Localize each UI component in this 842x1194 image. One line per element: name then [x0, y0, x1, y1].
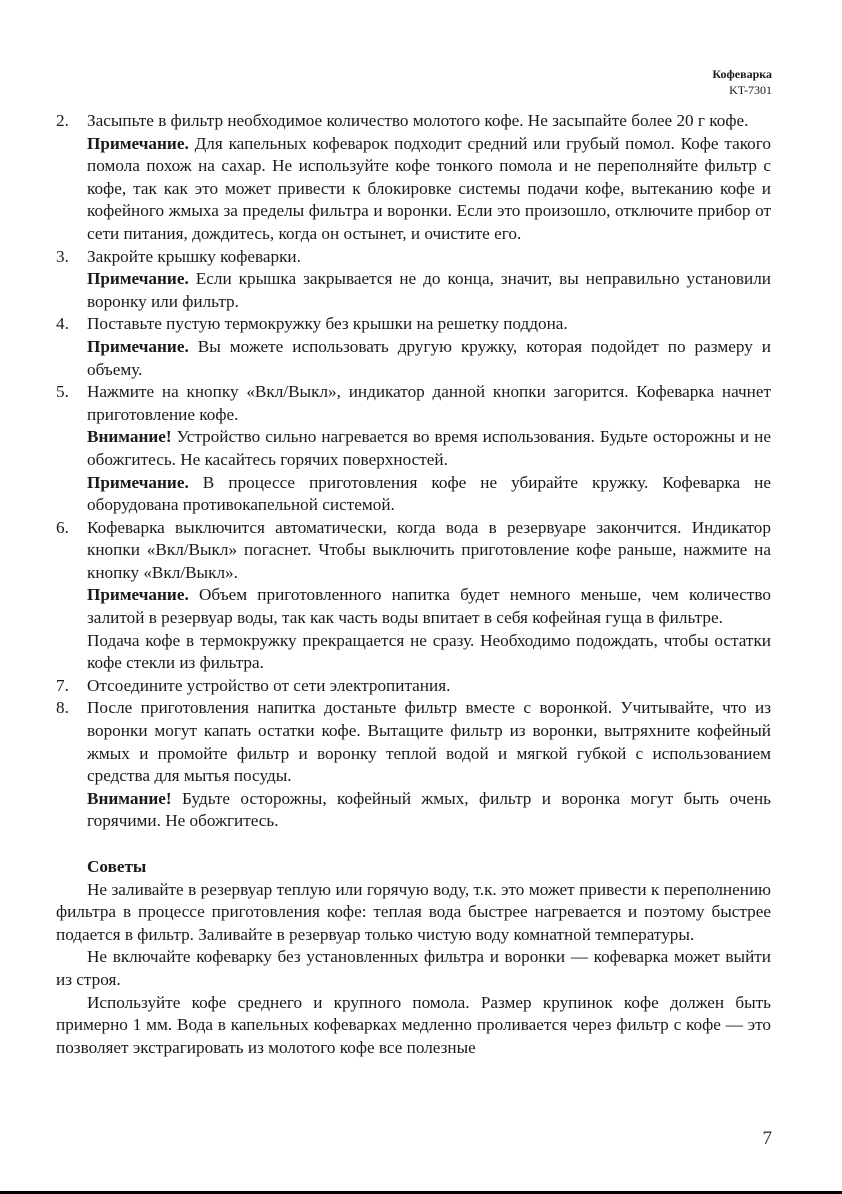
- tip-paragraph: Не включайте кофеварку без установленных фильтра и воронки — кофеварка может выйти из строя.: [56, 947, 771, 989]
- instruction-step: [56, 675, 771, 698]
- instruction-step: [56, 381, 771, 517]
- note-label: Примечание.: [87, 585, 189, 605]
- step-number: 2.: [56, 111, 69, 130]
- note-text: Если крышка закрывается не до конца, значит, вы неправильно установили воронку или фильтр.: [87, 269, 771, 311]
- step-text: Нажмите на кнопку «Вкл/Выкл», индикатор данной кнопки загорится. Кофеварка начнет приготовление кофе.: [87, 382, 771, 424]
- step-text: Отсоедините устройство от сети электропитания.: [87, 675, 451, 695]
- note-text: Вы можете использовать другую кружку, которая подойдет по размеру и объему.: [87, 336, 771, 379]
- page-header: [712, 66, 772, 98]
- step-text: Кофеварка выключится автоматически, когда вода в резервуаре закончится. Индикатор кнопки «Вкл/Выкл» погаснет. Чтобы выключить приготовление кофе раньше, нажмите на кнопку «Вкл/Выкл».: [87, 517, 771, 582]
- tip-paragraph: Используйте кофе среднего и крупного помола. Размер крупинок кофе должен быть примерно 1 мм. Вода в капельных кофеварках медленно проливается через фильтр с кофе — это позволяет экстрагировать из молотого кофе все полезные: [56, 992, 771, 1057]
- step-note: [87, 268, 771, 313]
- note-text: Будьте осторожны, кофейный жмых, фильтр и воронка могут быть очень горячими. Не обожгитесь.: [87, 788, 771, 831]
- step-note: [87, 472, 771, 517]
- note-label: Примечание.: [87, 269, 189, 289]
- note-text: Устройство сильно нагревается во время использования. Будьте осторожны и не обожгитесь. Не касайтесь горячих поверхностей.: [87, 427, 771, 469]
- header-brand: Кофеварка: [712, 67, 772, 81]
- step-number: 6.: [56, 517, 69, 537]
- instruction-step: [56, 246, 771, 314]
- step-text: После приготовления напитка достаньте фильтр вместе с воронкой. Учитывайте, что из воронки могут капать остатки кофе. Вытащите фильтр из воронки, вытряхните кофейный жмых и промойте фильтр и воронку теплой водой и мягкой губкой с использованием средства для мытья посуды.: [87, 698, 771, 786]
- step-number: 3.: [56, 246, 69, 266]
- step-text: Засыпьте в фильтр необходимое количество молотого кофе. Не засыпайте более 20 г кофе.: [87, 111, 749, 130]
- step-number: 7.: [56, 675, 69, 695]
- instruction-step: [56, 517, 771, 675]
- note-text: Для капельных кофеварок подходит средний или грубый помол. Кофе такого помола похож на сахар. Не используйте кофе тонкого помола и не переполняйте фильтр с кофе, так как это может привести к блокировке системы подачи кофе, вытеканию кофе и кофейного жмыха за пределы фильтра и воронки. Если это произошло, отключите прибор от сети питания, дождитесь, когда он остынет, и очистите его.: [87, 133, 771, 243]
- instruction-list: [56, 110, 771, 833]
- step-note: [87, 336, 771, 381]
- step-note: [87, 584, 771, 629]
- note-label: Примечание.: [87, 472, 189, 492]
- step-note: [87, 630, 771, 675]
- step-text: Поставьте пустую термокружку без крышки на решетку поддона.: [87, 314, 568, 334]
- note-label: Примечание.: [87, 336, 189, 356]
- note-text: Объем приготовленного напитка будет немного меньше, чем количество залитой в резервуар воды, так как часть воды впитает в себя кофейная гуща в фильтре.: [87, 585, 771, 628]
- instruction-step: [56, 313, 771, 381]
- step-number: 4.: [56, 314, 69, 334]
- step-number: 8.: [56, 698, 69, 718]
- step-text: Закройте крышку кофеварки.: [87, 246, 301, 266]
- step-note: [87, 788, 771, 833]
- tips-heading: Советы: [87, 857, 147, 876]
- instruction-step: [56, 697, 771, 833]
- page-content: [56, 110, 771, 1059]
- page-number: 7: [762, 1128, 772, 1149]
- note-text: Подача кофе в термокружку прекращается не сразу. Необходимо подождать, чтобы остатки кофе стекли из фильтра.: [87, 630, 771, 673]
- instruction-step: [56, 110, 771, 246]
- header-model: KT-7301: [729, 83, 772, 97]
- note-label: Внимание!: [87, 427, 172, 447]
- step-number: 5.: [56, 382, 69, 402]
- note-label: Примечание.: [87, 133, 189, 153]
- tips-section: [56, 879, 771, 1060]
- step-note: [87, 426, 771, 471]
- step-note: [87, 133, 771, 246]
- note-label: Внимание!: [87, 788, 172, 808]
- note-text: В процессе приготовления кофе не убирайте кружку. Кофеварка не оборудована противокапельной системой.: [87, 472, 771, 515]
- tip-paragraph: Не заливайте в резервуар теплую или горячую воду, т.к. это может привести к переполнению фильтра в процессе приготовления кофе: теплая вода быстрее нагревается и поэтому быстрее подается в фильтр. Заливайте в резервуар только чистую воду комнатной температуры.: [56, 879, 771, 944]
